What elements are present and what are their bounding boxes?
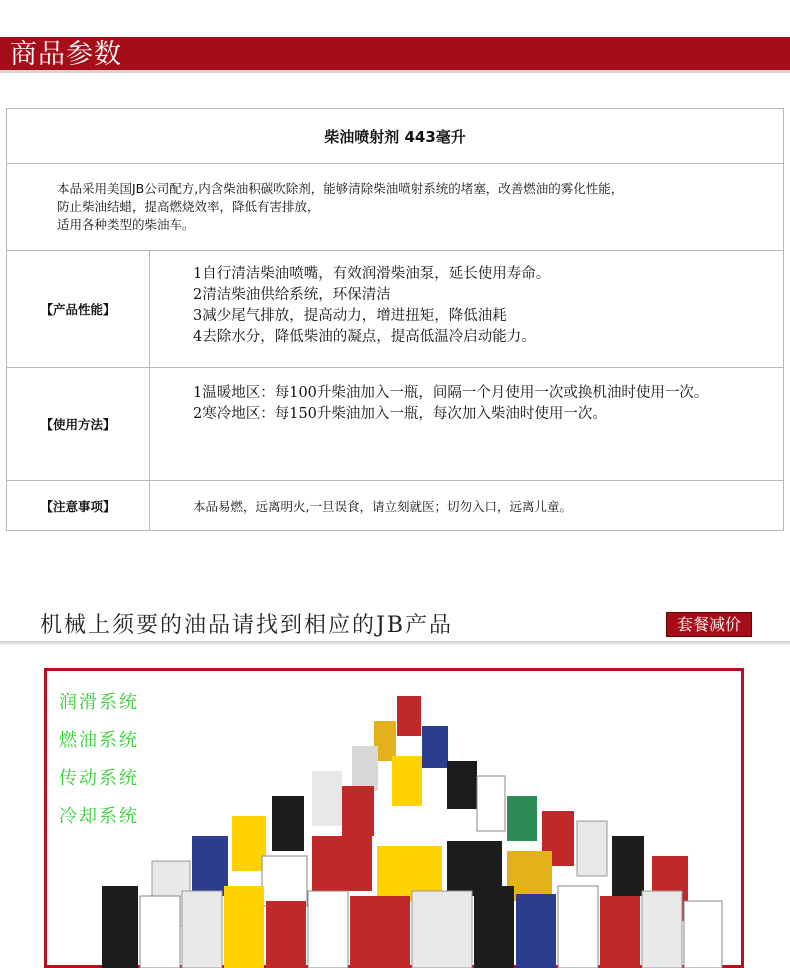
table-row-intro — [7, 164, 783, 251]
table-row-performance — [7, 251, 783, 368]
product-params-table — [6, 108, 784, 531]
product-bottles-image[interactable] — [62, 686, 732, 968]
system-item-cooling[interactable]: 冷却系统 — [59, 806, 139, 827]
usage-label: 【使用方法】 — [7, 368, 150, 480]
products-section-title: 机械上须要的油品请找到相应的JB产品 — [40, 613, 453, 638]
table-row-title — [7, 109, 783, 164]
section-divider — [0, 641, 790, 645]
system-item-transmission[interactable]: 传动系统 — [59, 768, 139, 789]
usage-text: 1温暖地区：每100升柴油加入一瓶，间隔一个月使用一次或换机油时使用一次。 2寒冷地区：每150升柴油加入一瓶，每次加入柴油时使用一次。 — [193, 385, 709, 422]
performance-value-cell — [150, 251, 783, 367]
warning-value-cell — [150, 481, 783, 530]
system-item-lubrication[interactable]: 润滑系统 — [59, 692, 139, 713]
warning-text: 本品易燃，远离明火,一旦误食，请立刻就医；切勿入口，远离儿童。 — [193, 499, 572, 514]
section-header-banner — [0, 37, 790, 73]
discount-button[interactable]: 套餐减价 — [666, 612, 752, 637]
section-title-params: 商品参数 — [10, 39, 122, 70]
performance-text: 1自行清洁柴油喷嘴，有效润滑柴油泵，延长使用寿命。 2清洁柴油供给系统，环保清洁 3减少尾气排放，提高动力，增进扭矩，降低油耗 4去除水分，降低柴油的凝点，提高低温冷启动能力。 — [193, 266, 551, 345]
bottle-group — [102, 696, 722, 968]
usage-value-cell — [150, 368, 783, 480]
product-name: 柴油喷射剂 443毫升 — [324, 128, 466, 146]
product-showcase — [44, 668, 744, 968]
performance-label: 【产品性能】 — [7, 251, 150, 367]
system-category-list — [59, 693, 139, 845]
system-item-fuel[interactable]: 燃油系统 — [59, 730, 139, 751]
product-intro: 本品采用美国JB公司配方,内含柴油积碳吹除剂，能够清除柴油喷射系统的堵塞，改善燃油的雾化性能， 防止柴油结蜡，提高燃烧效率，降低有害排放， 适用各种类型的柴油车。 — [57, 181, 624, 232]
warning-label: 【注意事项】 — [7, 481, 150, 530]
table-row-usage — [7, 368, 783, 481]
table-row-warning — [7, 481, 783, 530]
